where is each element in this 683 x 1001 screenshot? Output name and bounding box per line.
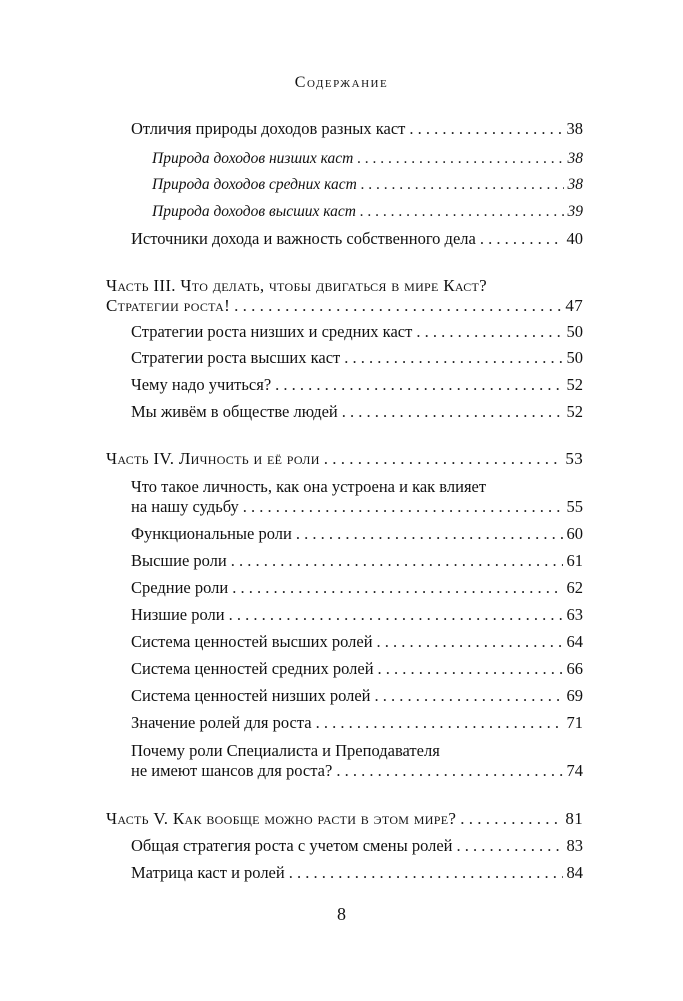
dot-leader: [375, 686, 563, 706]
toc-entry: [131, 229, 583, 249]
toc-entry: [131, 659, 583, 679]
dot-leader: [275, 375, 562, 395]
dot-leader: [229, 605, 563, 625]
dot-leader: [360, 202, 564, 222]
toc-entry: [131, 551, 583, 571]
toc-entry-title: не имеют шансов для роста?: [131, 761, 333, 780]
dot-leader: [342, 402, 563, 422]
toc-entry: [131, 605, 583, 625]
dot-leader: [416, 322, 562, 342]
toc-entry: [152, 149, 583, 169]
toc-entry-page: 60: [566, 524, 583, 543]
toc-entry-page: 38: [567, 176, 583, 193]
toc-entry-page: 84: [566, 863, 583, 882]
dot-leader: [357, 149, 563, 169]
toc-entry: [131, 578, 583, 598]
toc-entry-title: Система ценностей средних ролей: [131, 659, 374, 678]
dot-leader: [457, 836, 563, 856]
toc-entry-multiline: [131, 741, 583, 761]
toc-entry: [106, 296, 583, 316]
dot-leader: [480, 229, 563, 249]
toc-entry-page: 83: [566, 836, 583, 855]
toc-entry-page: 40: [566, 229, 583, 248]
toc-entry-title: Природа доходов низших каст: [152, 150, 354, 167]
toc-entry-title: Низшие роли: [131, 605, 225, 624]
toc-entry-title: Источники дохода и важность собственного дела: [131, 229, 476, 248]
dot-leader: [316, 713, 563, 733]
toc-entry-page: 69: [566, 686, 583, 705]
toc-entry: [131, 322, 583, 342]
toc-entry-page: 38: [567, 150, 583, 167]
toc-entry-title: Природа доходов средних каст: [152, 176, 357, 193]
toc-entry-title: Система ценностей низших ролей: [131, 686, 371, 705]
toc-entry: [131, 863, 583, 883]
toc-entry-title: Стратегии роста высших каст: [131, 348, 341, 367]
toc-entry-title: на нашу судьбу: [131, 497, 239, 516]
toc-entry-title: Высшие роли: [131, 551, 227, 570]
toc-header: Содержание: [294, 74, 389, 91]
toc-entry-page: 50: [566, 322, 583, 341]
dot-leader: [361, 175, 564, 195]
toc-entry-title: Общая стратегия роста с учетом смены ролей: [131, 836, 453, 855]
dot-leader: [377, 632, 563, 652]
toc-entry-title: Природа доходов высших каст: [152, 203, 356, 220]
toc-entry: [152, 202, 583, 222]
toc-entry: [106, 809, 583, 829]
toc-entry: [131, 497, 583, 517]
toc-entry: [131, 402, 583, 422]
part-heading-line1: Часть III. Что делать, чтобы двигаться в мире Каст?: [106, 276, 487, 295]
toc-entry-page: 50: [566, 348, 583, 367]
dot-leader: [232, 578, 562, 598]
toc-entry-title: Функциональные роли: [131, 524, 292, 543]
dot-leader: [231, 551, 563, 571]
toc-entry-title: Часть IV. Личность и её роли: [106, 449, 320, 468]
toc-entry: [152, 175, 583, 195]
toc-entry-page: 52: [566, 375, 583, 394]
toc-entry: [131, 761, 583, 781]
toc-entry-title: Мы живём в обществе людей: [131, 402, 338, 421]
toc-entry-page: 38: [566, 119, 583, 138]
toc-entry: [131, 348, 583, 368]
toc-entry: [131, 686, 583, 706]
dot-leader: [409, 119, 562, 139]
toc-entry-page: 66: [566, 659, 583, 678]
toc-entry-title-line1: Почему роли Специалиста и Преподавателя: [131, 741, 440, 760]
dot-leader: [324, 449, 562, 469]
toc-entry-page: 74: [566, 761, 583, 780]
toc-entry-title-line1: Что такое личность, как она устроена и как влияет: [131, 477, 487, 496]
toc-entry-title: Система ценностей высших ролей: [131, 632, 373, 651]
dot-leader: [460, 809, 561, 829]
dot-leader: [344, 348, 562, 368]
toc-entry-page: 39: [567, 203, 583, 220]
dot-leader: [243, 497, 563, 517]
toc-entry: [131, 836, 583, 856]
dot-leader: [296, 524, 563, 544]
toc-entry: [131, 119, 583, 139]
toc-entry: [131, 713, 583, 733]
toc-entry-page: 81: [565, 809, 583, 828]
toc-entry-page: 52: [566, 402, 583, 421]
toc-entry-title: Отличия природы доходов разных каст: [131, 119, 406, 138]
toc-entry: [106, 449, 583, 469]
dot-leader: [378, 659, 563, 679]
toc-entry-title: Стратегии роста!: [106, 296, 231, 315]
page-number: 8: [337, 904, 346, 924]
toc-entry-title: Средние роли: [131, 578, 229, 597]
toc-entry-page: 61: [566, 551, 583, 570]
toc-entry-title: Чему надо учиться?: [131, 375, 272, 394]
toc-entry-multiline: [131, 477, 583, 497]
toc-entry-page: 64: [566, 632, 583, 651]
toc-entry-page: 71: [566, 713, 583, 732]
dot-leader: [289, 863, 563, 883]
toc-entry: [131, 375, 583, 395]
toc-entry-title: Значение ролей для роста: [131, 713, 312, 732]
toc-entry-title: Стратегии роста низших и средних каст: [131, 322, 413, 341]
toc-entry: [131, 632, 583, 652]
part-heading: [106, 276, 583, 296]
toc-entry-page: 53: [565, 449, 583, 468]
toc-entry-title: Матрица каст и ролей: [131, 863, 285, 882]
toc-entry-page: 47: [565, 296, 583, 315]
toc-entry-page: 62: [566, 578, 583, 597]
dot-leader: [336, 761, 562, 781]
toc-entry: [131, 524, 583, 544]
toc-entry-title: Часть V. Как вообще можно расти в этом мире?: [106, 809, 457, 828]
toc-entry-page: 55: [566, 497, 583, 516]
toc-entry-page: 63: [566, 605, 583, 624]
dot-leader: [234, 296, 561, 316]
